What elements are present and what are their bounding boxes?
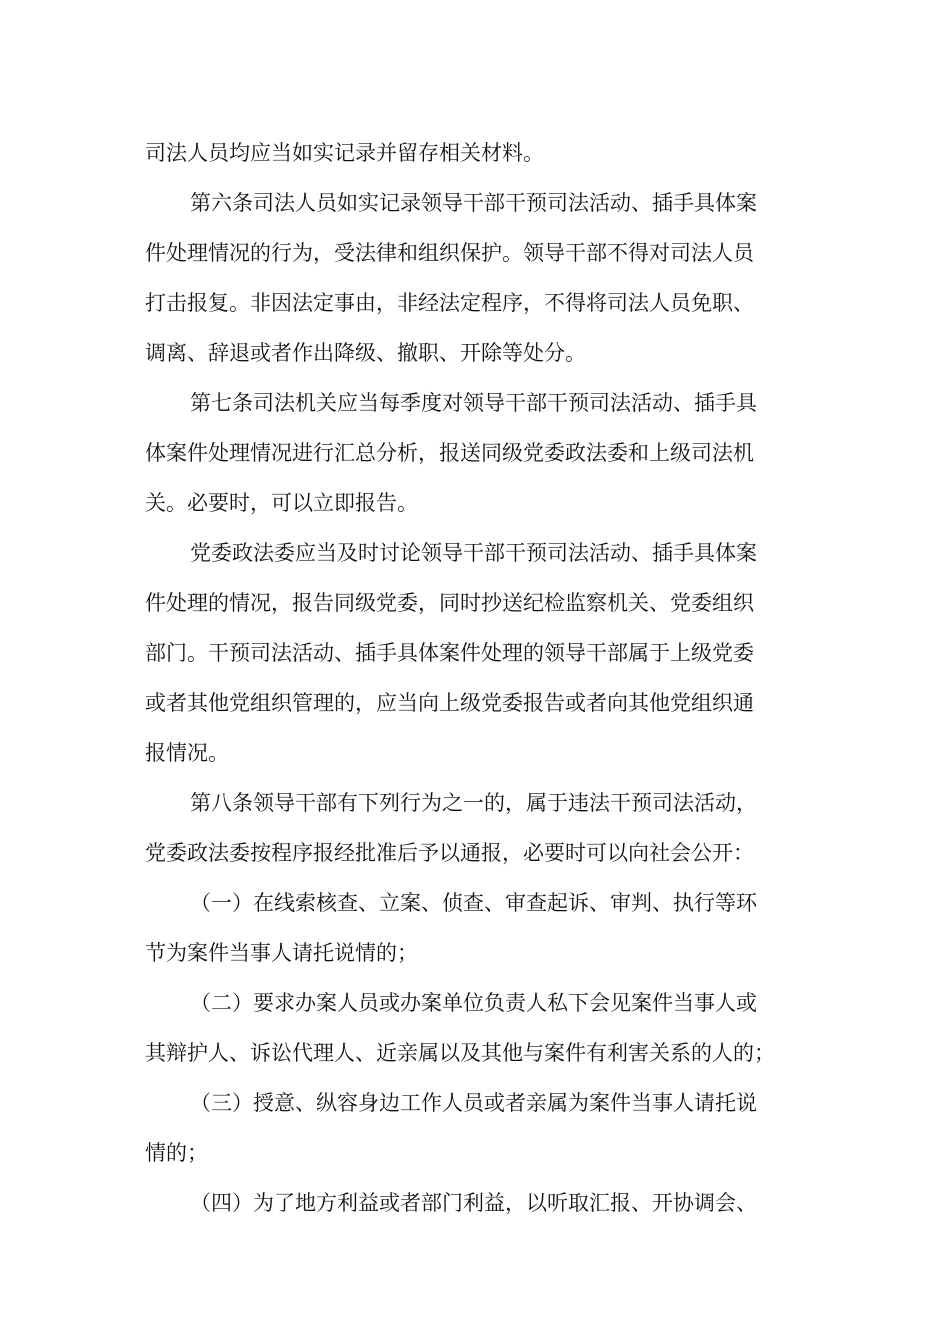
- text-line: 部门。干预司法活动、插手具体案件处理的领导干部属于上级党委: [145, 641, 754, 665]
- text-line: （四）为了地方利益或者部门利益，以听取汇报、开协调会、: [190, 1191, 757, 1215]
- document-body: [145, 128, 817, 1228]
- text-line: 党委政法委按程序报经批准后予以通报，必要时可以向社会公开：: [145, 841, 754, 865]
- text-line: 节为案件当事人请托说情的；: [145, 941, 418, 965]
- text-line: 司法人员均应当如实记录并留存相关材料。: [145, 141, 544, 165]
- text-line: 件处理的情况，报告同级党委，同时抄送纪检监察机关、党委组织: [145, 591, 754, 615]
- list-item-1: [145, 878, 817, 978]
- text-line: 其辩护人、诉讼代理人、近亲属以及其他与案件有利害关系的人的；: [145, 1041, 775, 1065]
- text-line: 件处理情况的行为，受法律和组织保护。领导干部不得对司法人员: [145, 241, 754, 265]
- text-line: 打击报复。非因法定事由，非经法定程序，不得将司法人员免职、: [145, 291, 754, 315]
- text-line: 情的；: [145, 1141, 208, 1165]
- list-item-2: [145, 978, 817, 1078]
- paragraph-continuation: [145, 128, 817, 178]
- text-line: （二）要求办案人员或办案单位负责人私下会见案件当事人或: [190, 991, 757, 1015]
- text-line: 调离、辞退或者作出降级、撤职、开除等处分。: [145, 341, 586, 365]
- text-line: 报情况。: [145, 741, 229, 765]
- text-line: （三）授意、纵容身边工作人员或者亲属为案件当事人请托说: [190, 1091, 757, 1115]
- text-line: 党委政法委应当及时讨论领导干部干预司法活动、插手具体案: [190, 541, 757, 565]
- text-line: 第八条领导干部有下列行为之一的，属于违法干预司法活动，: [190, 791, 757, 815]
- paragraph-article-6: [145, 178, 817, 378]
- text-line: 第六条司法人员如实记录领导干部干预司法活动、插手具体案: [190, 191, 757, 215]
- list-item-4: [145, 1178, 817, 1228]
- text-line: 关。必要时，可以立即报告。: [145, 491, 418, 515]
- paragraph-article-8: [145, 778, 817, 878]
- paragraph-article-7: [145, 378, 817, 528]
- list-item-3: [145, 1078, 817, 1178]
- text-line: 体案件处理情况进行汇总分析，报送同级党委政法委和上级司法机: [145, 441, 754, 465]
- paragraph-political-legal-committee: [145, 528, 817, 778]
- text-line: 第七条司法机关应当每季度对领导干部干预司法活动、插手具: [190, 391, 757, 415]
- text-line: （一）在线索核查、立案、侦查、审查起诉、审判、执行等环: [190, 891, 757, 915]
- text-line: 或者其他党组织管理的，应当向上级党委报告或者向其他党组织通: [145, 691, 754, 715]
